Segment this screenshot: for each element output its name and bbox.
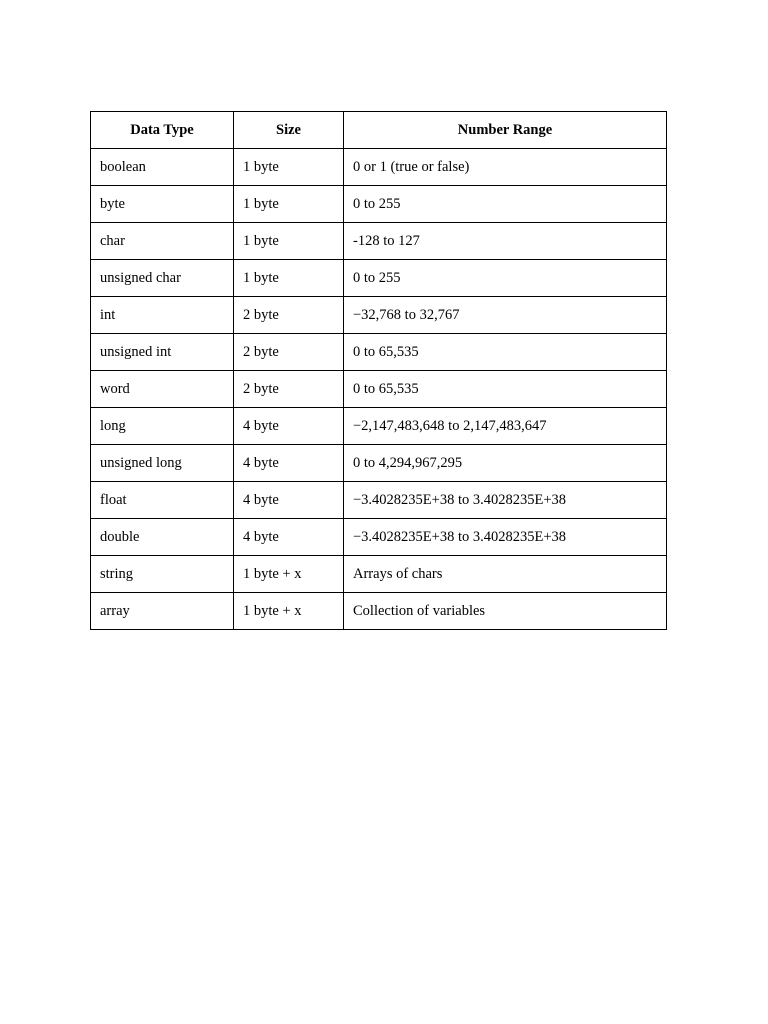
cell-number-range: −32,768 to 32,767 xyxy=(344,297,667,334)
table-row xyxy=(91,408,667,445)
table-row xyxy=(91,519,667,556)
cell-number-range: −3.4028235E+38 to 3.4028235E+38 xyxy=(344,482,667,519)
cell-number-range: Collection of variables xyxy=(344,593,667,630)
cell-data-type: unsigned int xyxy=(91,334,234,371)
cell-data-type: word xyxy=(91,371,234,408)
table-row xyxy=(91,149,667,186)
cell-number-range: 0 to 255 xyxy=(344,186,667,223)
cell-size: 1 byte xyxy=(234,149,344,186)
cell-data-type: boolean xyxy=(91,149,234,186)
cell-size: 4 byte xyxy=(234,408,344,445)
cell-data-type: byte xyxy=(91,186,234,223)
table-row xyxy=(91,445,667,482)
cell-size: 1 byte xyxy=(234,260,344,297)
cell-number-range: Arrays of chars xyxy=(344,556,667,593)
table-row xyxy=(91,186,667,223)
cell-data-type: array xyxy=(91,593,234,630)
cell-size: 1 byte + x xyxy=(234,556,344,593)
cell-data-type: float xyxy=(91,482,234,519)
table-row xyxy=(91,223,667,260)
cell-size: 1 byte xyxy=(234,186,344,223)
table-row xyxy=(91,482,667,519)
cell-data-type: unsigned long xyxy=(91,445,234,482)
table-row xyxy=(91,260,667,297)
cell-number-range: -128 to 127 xyxy=(344,223,667,260)
header-number-range: Number Range xyxy=(344,112,667,149)
header-data-type: Data Type xyxy=(91,112,234,149)
cell-data-type: char xyxy=(91,223,234,260)
data-types-table xyxy=(90,111,667,630)
cell-data-type: long xyxy=(91,408,234,445)
cell-size: 2 byte xyxy=(234,297,344,334)
table-row xyxy=(91,371,667,408)
cell-size: 1 byte + x xyxy=(234,593,344,630)
cell-number-range: 0 to 4,294,967,295 xyxy=(344,445,667,482)
cell-size: 4 byte xyxy=(234,445,344,482)
cell-number-range: 0 to 255 xyxy=(344,260,667,297)
cell-data-type: string xyxy=(91,556,234,593)
cell-number-range: −2,147,483,648 to 2,147,483,647 xyxy=(344,408,667,445)
cell-number-range: 0 or 1 (true or false) xyxy=(344,149,667,186)
header-size: Size xyxy=(234,112,344,149)
cell-size: 4 byte xyxy=(234,519,344,556)
cell-data-type: unsigned char xyxy=(91,260,234,297)
cell-size: 4 byte xyxy=(234,482,344,519)
table-row xyxy=(91,593,667,630)
cell-number-range: 0 to 65,535 xyxy=(344,334,667,371)
cell-data-type: int xyxy=(91,297,234,334)
cell-number-range: 0 to 65,535 xyxy=(344,371,667,408)
cell-size: 2 byte xyxy=(234,371,344,408)
table-row xyxy=(91,297,667,334)
cell-data-type: double xyxy=(91,519,234,556)
cell-size: 2 byte xyxy=(234,334,344,371)
cell-size: 1 byte xyxy=(234,223,344,260)
cell-number-range: −3.4028235E+38 to 3.4028235E+38 xyxy=(344,519,667,556)
table-row xyxy=(91,334,667,371)
table-row xyxy=(91,556,667,593)
table-header-row xyxy=(91,112,667,149)
